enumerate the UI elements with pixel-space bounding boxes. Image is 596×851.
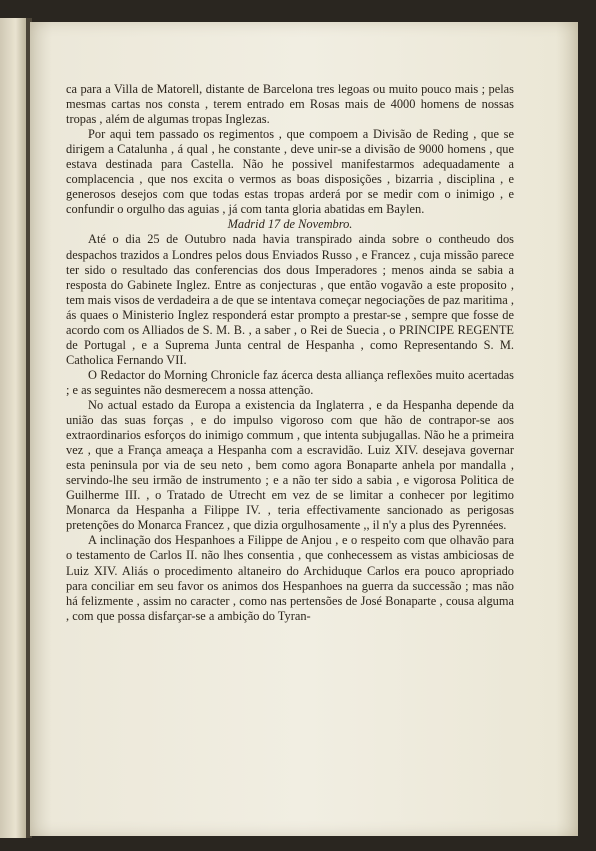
paragraph-2: Por aqui tem passado os regimentos , que compoem a Divisão de Reding , que se dirigem a Catalunha , á qual , he constante , deve unir-se a divisão de 9000 homens , que estava destinada para Castella. Não he possivel manifestarmos adequadamente a complacencia , que nos excita o vermos as boas disposições , bizarria , disciplina , e generosos desejos com que todas estas tropas arderá por se medir com o inimigo , e confundir o orgulho das aguias , já com tanta gloria abatidas em Baylen. <box>66 127 514 217</box>
dateline: Madrid 17 de Novembro. <box>227 217 353 232</box>
paragraph-4: O Redactor do Morning Chronicle faz ácerca desta alliança reflexões muito acertadas ; e as seguintes não desmerecem a nossa attenção. <box>66 367 514 397</box>
page-text <box>66 82 514 624</box>
paragraph-3: Até o dia 25 de Outubro nada havia transpirado ainda sobre o contheudo dos despachos trazidos a Londres pelos dous Enviados Russo , e Francez , cuja missão parece ter sido o resultado das conferencias dos dous Imperadores ; menos ainda se sabia a resposta do Gabinete Inglez. Entre as conjecturas , que então vogavão a este proposito , tem mais visos de verdadeira a de que se intentava começar negociações de paz maritima , ás quaes o Ministerio Inglez responderá estar prompto a prestar-se , sempre que fosse de acordo com os Alliados de S. M. B. , a saber , o Rei de Suecia , o PRINCIPE REGENTE de Portugal , e a Suprema Junta central de Hespanha , como Representando S. M. Catholica Fernando VII. <box>66 232 514 367</box>
paragraph-6: A inclinação dos Hespanhoes a Filippe de Anjou , e o respeito com que olhavão para o testamento de Carlos II. não lhes consentia , que conhecessem as vistas ambiciosas de Luiz XIV. Aliás o procedimento altaneiro do Archiduque Carlos era pouco apropriado para conciliar em seu favor os animos dos Hespanhoes na guerra da successão ; mas não há felizmente , assim no caracter , como nas pertensões de José Bonaparte , cousa alguma , com que possa disfarçar-se a ambição do Tyran- <box>66 533 514 623</box>
paragraph-1: ca para a Villa de Matorell, distante de Barcelona tres legoas ou muito pouco mais ; pelas mesmas cartas nos consta , terem entrado em Rosas mais de 4000 homens de nossas tropas , além de algumas tropas Inglezas. <box>66 82 514 127</box>
previous-page-edge <box>0 18 26 838</box>
paragraph-5: No actual estado da Europa a existencia da Inglaterra , e da Hespanha depende da união das suas forças , e do impulso vigoroso com que hão de contrapor-se aos extraordinarios esforços do inimigo commum , que intenta subjugallas. Não he a primeira vez , que a França ameaça a Hespanha com a escravidão. Luiz XIV. desejava governar esta peninsula por via de seu neto , bem como agora Bonaparte anhela por mandalla , servindo-lhe seu irmão de instrumento ; e a não ter sido a sabia , e vigorosa Politica de Guilherme III. , o Tratado de Utrecht em vez de se limitar a conhecer por legitimo Monarca da Hespanha a Filippe IV. , teria effectivamente sancionado as perigosas pretenções do Monarca Francez , que dizia orgulhosamente ,, il n'y a plus des Pyrennées. <box>66 397 514 533</box>
